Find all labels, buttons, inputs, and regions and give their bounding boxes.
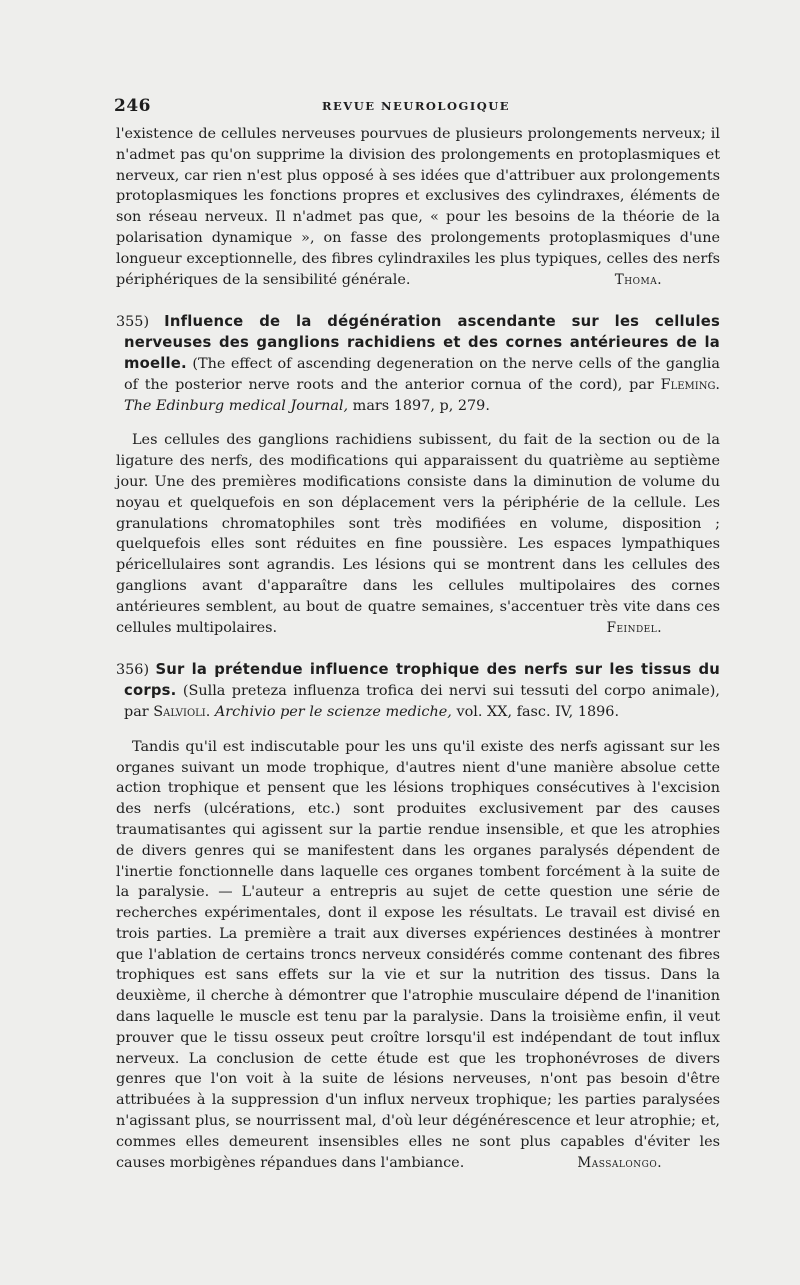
entry-number: 355) bbox=[116, 314, 150, 331]
entry-citation-end: mars 1897, p, 279. bbox=[352, 397, 490, 414]
entry-header bbox=[116, 660, 720, 722]
page-header bbox=[114, 96, 718, 118]
entry-number: 356) bbox=[116, 662, 150, 679]
signature-thoma: Thoma. bbox=[614, 271, 662, 288]
entry-title: Influence de la dégénération ascendante sur les cellules nerveuses des ganglions rachidiens et des cornes antérieures de la moelle. bbox=[124, 313, 721, 372]
entry-citation: (The effect of ascending degeneration on the nerve cells of the ganglia of the posterior nerve roots and the anterior cornua of the cord), par bbox=[124, 355, 720, 393]
article-content bbox=[116, 124, 720, 1173]
entry-author: Salvioli. bbox=[153, 703, 211, 720]
entry-citation: (Sulla preteza influenza trofica dei nervi sui tessuti del corpo animale), par bbox=[124, 683, 720, 720]
entry-title: Sur la prétendue influence trophique des nerfs sur les tissus du corps. bbox=[124, 661, 721, 700]
entry-author: Fleming. bbox=[660, 376, 721, 393]
running-head: REVUE NEUROLOGIQUE bbox=[321, 99, 511, 113]
entry-body bbox=[116, 737, 720, 1174]
entry-header bbox=[116, 312, 720, 416]
entry-body-text: Les cellules des ganglions rachidiens subissent, du fait de la section ou de la ligature des nerfs, des modifications qui apparaissent du quatrième au septième jour. Une des premières modifications consiste dans la diminution de volume du noyau et quelquefois en son déplacement vers la périphérie de la cellule. Les granulations chromatophiles sont très modifiées en volume, disposition ; quelquefois elles sont réduites en fine poussière. Les espaces lympathiques péricellulaires sont agrandis. Les lésions qui se montrent dans les cellules des ganglions avant d'apparaître dans les cellules multipolaires des cornes antérieures semblent, au bout de quatre semaines, s'accentuer très vite dans ces cellules multipolaires. bbox=[116, 432, 720, 636]
entry-journal: Archivio per le scienze mediche, bbox=[214, 703, 452, 720]
entry-355 bbox=[116, 312, 720, 638]
signature-feindel: Feindel. bbox=[606, 619, 662, 636]
entry-body-text: Tandis qu'il est indiscutable pour les uns qu'il existe des nerfs agissant sur les organes suivant un mode trophique, d'autres nient d'une manière absolue cette action trophique et pensent que les lésions trophiques consécutives à l'excision des nerfs (ulcérations, etc.) sont produites exclusivement par des causes traumatisantes qui agissent sur la partie rendue insensible, et que les atrophies de divers genres qui se manifestent dans les organes paralysés dépendent de l'inertie fonctionnelle dans laquelle ces organes tombent forcément à la suite de la paralysie. — L'auteur a entrepris au sujet de cette question une série de recherches expérimentales, dont il expose les résultats. Le travail est divisé en trois parties. La première a trait aux diverses expériences destinées à montrer que l'ablation de certains troncs nerveux considérés comme contenant des fibres trophiques est sans effets sur la vie et sur la nutrition des tissus. Dans la deuxième, il cherche à démontrer que l'atrophie musculaire dépend de l'inanition dans laquelle le muscle est tenu par la paralysie. Dans la troisième enfin, il veut prouver que le tissu osseux peut croître lorsqu'il est indépendant de tout influx nerveux. La conclusion de cette étude est que les trophonévroses de divers genres que l'on voit à la suite de lésions nerveuses, n'ont pas besoin d'être attribuées à la suppression d'un influx nerveux trophique; les parties paralysées n'agissant plus, se nourrissent mal, d'où leur dégénérescence et leur atrophie; et, commes elles demeurent insensibles elles ne sont plus capables d'éviter les causes morbigènes répandues dans l'ambiance. bbox=[116, 738, 720, 1171]
entry-citation-end: vol. XX, fasc. IV, 1896. bbox=[456, 703, 620, 720]
entry-356 bbox=[116, 660, 720, 1173]
continuation-paragraph bbox=[116, 124, 720, 290]
continuation-text: l'existence de cellules nerveuses pourvues de plusieurs prolongements nerveux; il n'admet pas qu'on supprime la division des prolongements en protoplasmiques et nerveux, car rien n'est plus opposé à ses idées que d'attribuer aux prolongements protoplasmiques les fonctions propres et exclusives des cylindraxes, éléments de son réseau nerveux. Il n'admet pas que, « pour les besoins de la théorie de la polarisation dynamique », on fasse des prolongements protoplasmiques d'une longueur exceptionnelle, des fibres cylindraxiles les plus typiques, celles des nerfs périphériques de la sensibilité générale. bbox=[116, 126, 720, 288]
signature-massalongo: Massalongo. bbox=[577, 1154, 662, 1171]
entry-body bbox=[116, 430, 720, 638]
page-number: 246 bbox=[114, 96, 151, 116]
entry-journal: The Edinburg medical Journal, bbox=[124, 397, 349, 414]
